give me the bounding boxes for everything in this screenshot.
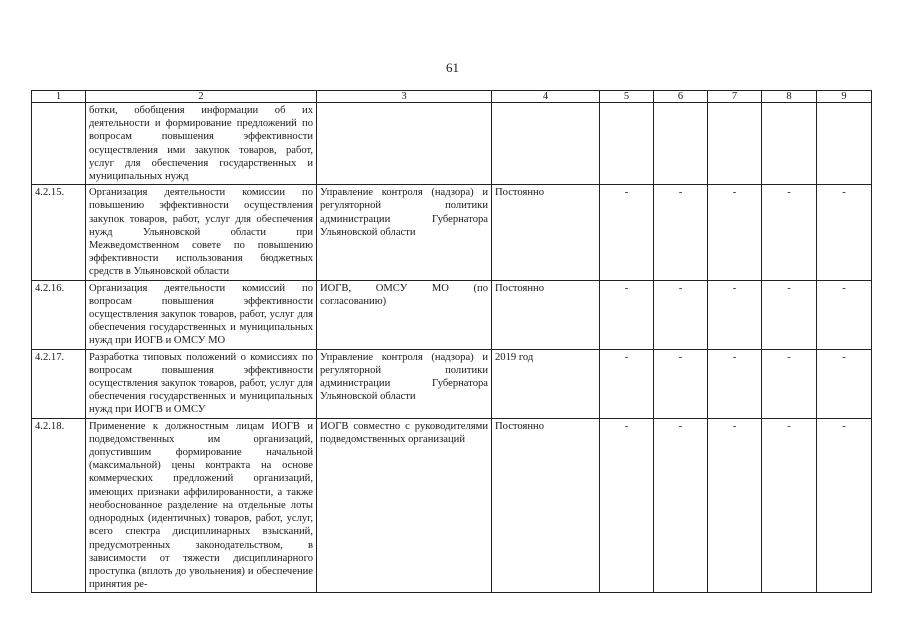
item-term: Постоянно (492, 280, 600, 349)
item-col5: - (600, 418, 654, 593)
item-col5: - (600, 185, 654, 280)
column-header: 3 (317, 91, 492, 103)
column-header: 1 (32, 91, 86, 103)
item-term: Постоянно (492, 185, 600, 280)
item-number: 4.2.15. (32, 185, 86, 280)
item-col9: - (817, 280, 872, 349)
item-col9: - (817, 349, 872, 418)
item-description: ботки, обобщения информации об их деятельности и формирование предложений по вопросам повышения эффективности осуществления ими закупок товаров, работ, услуг для обеспечения государственных и муниципальных нужд (86, 103, 317, 185)
table-row (32, 280, 872, 349)
item-description: Организация деятельности комиссий по вопросам повышения эффективности осуществления закупок товаров, работ, услуг для обеспечения государственных и муниципальных нужд при ИОГВ и ОМСУ МО (86, 280, 317, 349)
item-col8: - (762, 185, 817, 280)
item-term: 2019 год (492, 349, 600, 418)
item-col9 (817, 103, 872, 185)
item-number (32, 103, 86, 185)
plan-table (31, 90, 872, 593)
column-header: 6 (654, 91, 708, 103)
item-term (492, 103, 600, 185)
item-col5: - (600, 349, 654, 418)
table-row (32, 349, 872, 418)
column-header: 7 (708, 91, 762, 103)
item-responsible: Управление контроля (надзора) и регуляторной политики администрации Губернатора Ульяновской области (317, 185, 492, 280)
item-col9: - (817, 418, 872, 593)
column-header: 2 (86, 91, 317, 103)
table-row (32, 185, 872, 280)
item-col6: - (654, 349, 708, 418)
item-responsible: ИОГВ, ОМСУ МО (по согласованию) (317, 280, 492, 349)
item-number: 4.2.17. (32, 349, 86, 418)
item-description: Применение к должностным лицам ИОГВ и подведомственных им организаций, допустившим формирование начальной (максимальной) цены контракта на основе коммерческих предложений организаций, имеющих признаки аффилированности, а также необоснованное разделение на отдельные лоты однородных (идентичных) товаров, работ, услуг, всего спектра дисциплинарных взысканий, предусмотренных законодательством, в зависимости от тяжести дисциплинарного проступка (вплоть до увольнения) и обеспечение принятия ре- (86, 418, 317, 593)
item-col7: - (708, 418, 762, 593)
page-number: 61 (446, 60, 459, 75)
item-description: Организация деятельности комиссии по повышению эффективности осуществления закупок товаров, работ, услуг для обеспечения нужд Ульяновской области при Межведомственном совете по повышению эффективности использования бюджетных средств в Ульяновской области (86, 185, 317, 280)
item-col6: - (654, 185, 708, 280)
column-header: 4 (492, 91, 600, 103)
item-col8: - (762, 418, 817, 593)
item-col9: - (817, 185, 872, 280)
item-number: 4.2.16. (32, 280, 86, 349)
header-row (32, 91, 872, 103)
item-col6: - (654, 280, 708, 349)
column-header: 9 (817, 91, 872, 103)
table-row (32, 418, 872, 593)
item-col6: - (654, 418, 708, 593)
item-number: 4.2.18. (32, 418, 86, 593)
item-col7: - (708, 280, 762, 349)
item-col8: - (762, 349, 817, 418)
item-responsible (317, 103, 492, 185)
item-col8: - (762, 280, 817, 349)
column-header: 5 (600, 91, 654, 103)
item-col7: - (708, 185, 762, 280)
item-term: Постоянно (492, 418, 600, 593)
table-row (32, 103, 872, 185)
column-header: 8 (762, 91, 817, 103)
item-col8 (762, 103, 817, 185)
item-col5: - (600, 280, 654, 349)
item-col5 (600, 103, 654, 185)
item-responsible: ИОГВ совместно с руководителями подведомственных организаций (317, 418, 492, 593)
item-col7: - (708, 349, 762, 418)
item-description: Разработка типовых положений о комиссиях по вопросам повышения эффективности осуществления закупок товаров, работ, услуг для обеспечения государственных и муниципальных нужд при ИОГВ и ОМСУ (86, 349, 317, 418)
item-col6 (654, 103, 708, 185)
item-responsible: Управление контроля (надзора) и регуляторной политики администрации Губернатора Ульяновской области (317, 349, 492, 418)
item-col7 (708, 103, 762, 185)
